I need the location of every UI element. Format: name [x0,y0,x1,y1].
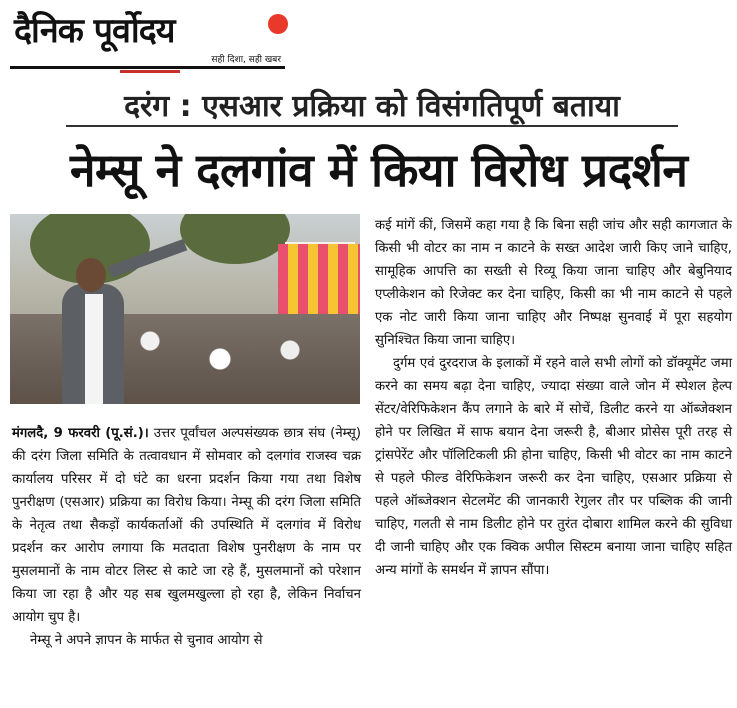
article-paragraph: उत्तर पूर्वांचल अल्पसंख्यक छात्र संघ (नेम्सू) की दरंग जिला समिति के तत्वावधान में सोमवार को दलगांव राजस्व चक्र कार्यालय परिसर में दो घंटे का धरना प्रदर्शन किया गया तथा विशेष पुनरीक्षण (एसआर) प्रक्रिया का विरोध किया। नेम्सू की दरंग जिला समिति के नेतृत्व तथा सैकड़ों कार्यकर्ताओं की उपस्थिति में दलगांव में विरोध प्रदर्शन कर आरोप लगाया कि मतदाता विशेष पुनरीक्षण के नाम पर मुसलमानों के नाम वोटर लिस्ट से काटे जा रहे हैं, मुसलमानों को परेशान किया जा रहा है और यह सब खुलमखुल्ला हो रहा है, लेकिन निर्वाचन आयोग चुप है। [12,426,361,625]
article-paragraph: नेम्सू ने अपने ज्ञापन के मार्फत से चुनाव आयोग से [30,633,263,648]
newspaper-tagline: सही दिशा, सही खबर [211,55,281,65]
article-dateline: मंगलदै, 9 फरवरी (पू.सं.)। [12,426,149,441]
article-paragraph: कई मांगें कीं, जिसमें कहा गया है कि बिना सही जांच और सही कागजात के किसी भी वोटर का नाम न काटने के सख्त आदेश जारी किए जाने चाहिए, सामूहिक आपत्ति का सख्ती से रिव्यू किया जाना चाहिए और बेबुनियाद एप्लीकेशन को रिजेक्ट कर देना चाहिए, किसी का भी नाम काटने से पहले एक नोट जारी किया जाना चाहिए और निष्पक्ष सुनवाई में पूरा सहयोग सुनिश्चित किया जाना चाहिए। [375,218,732,348]
protest-photo [10,214,360,404]
masthead-accent [120,70,180,73]
article-kicker: दरंग : एसआर प्रक्रिया को विसंगतिपूर्ण बताया [124,89,620,124]
article-headline: नेम्सू ने दलगांव में किया विरोध प्रदर्शन [70,143,688,197]
logo-sun-icon [268,14,288,34]
masthead [10,6,285,72]
article-column-right [375,214,732,582]
masthead-rule [10,66,285,69]
article-column-left [12,422,361,652]
article-paragraph: दुर्गम एवं दुरदराज के इलाकों में रहने वाले सभी लोगों को डॉक्यूमेंट जमा करने का समय बढ़ा देना चाहिए, ज्यादा संख्या वाले जोन में स्पेशल हेल्प सेंटर/वेरिफिकेशन कैंप लगाने के बारे में सोचें, डिलीट करने या ऑब्जेक्शन होने पर लिखित में साफ बयान देना जरूरी है, बीआर प्रोसेस पूरी तरह से ट्रांसपेरेंट और पॉलिटिकली फ्री होना चाहिए, किसी भी वोटर का नाम काटने से पहले फील्ड वेरिफिकेशन जरूरी कर देना चाहिए, एसआर प्रक्रिया से पहले ऑब्जेक्शन सेटलमेंट की जानकारी रेगुलर तौर पर पब्लिक की जानी चाहिए, गलती से नाम डिलीट होने पर तुरंत दोबारा शामिल करने की सुविधा दी जानी चाहिए और एक क्विक अपील सिस्टम बनाया जाना चाहिए सहित अन्य मांगों के समर्थन में ज्ञापन सौंपा। [375,356,732,578]
newspaper-title: दैनिक पूर्वोदय [14,11,175,51]
kicker-rule [66,125,678,127]
